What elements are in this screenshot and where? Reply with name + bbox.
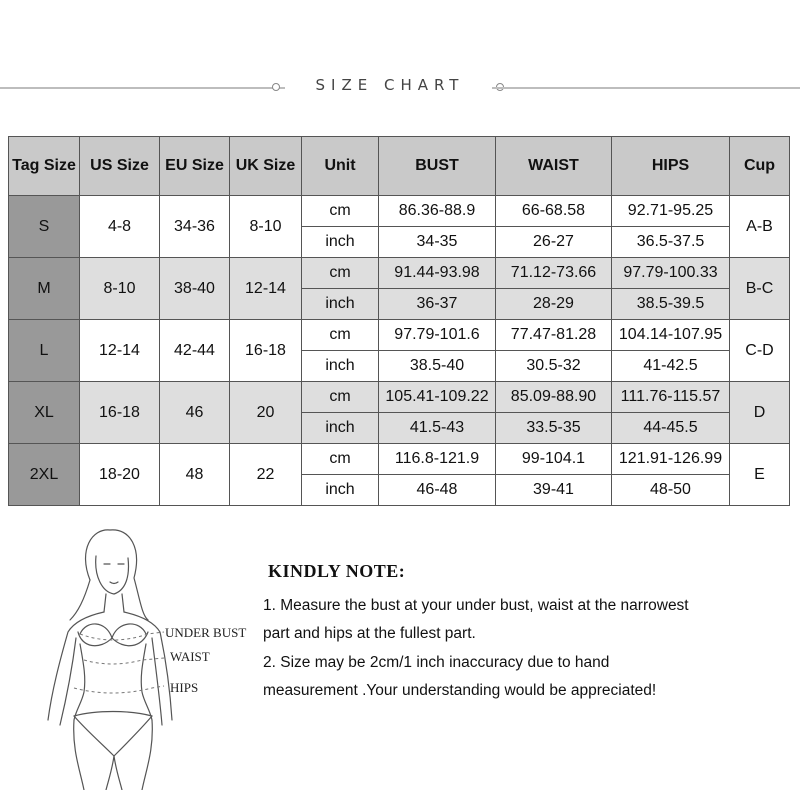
eu-size-cell: 48: [160, 444, 230, 506]
table-row: [9, 196, 790, 227]
unit-cell: inch: [302, 413, 379, 444]
unit-cell: cm: [302, 258, 379, 289]
uk-size-cell: 22: [230, 444, 302, 506]
header-dot-left: [272, 83, 280, 91]
col-uk-size: UK Size: [230, 137, 302, 196]
bust-cell: 91.44-93.98: [379, 258, 496, 289]
col-waist: WAIST: [496, 137, 612, 196]
note-line-3: 2. Size may be 2cm/1 inch inaccuracy due to hand: [263, 654, 610, 671]
uk-size-cell: 8-10: [230, 196, 302, 258]
uk-size-cell: 20: [230, 382, 302, 444]
waist-cell: 33.5-35: [496, 413, 612, 444]
hips-cell: 44-45.5: [612, 413, 730, 444]
unit-cell: inch: [302, 475, 379, 506]
hips-cell: 48-50: [612, 475, 730, 506]
waist-cell: 28-29: [496, 289, 612, 320]
col-cup: Cup: [730, 137, 790, 196]
note-line-2: part and hips at the fullest part.: [263, 625, 476, 642]
waist-cell: 99-104.1: [496, 444, 612, 475]
cup-cell: A-B: [730, 196, 790, 258]
unit-cell: inch: [302, 351, 379, 382]
tag-size-cell: S: [9, 196, 80, 258]
col-tag-size: Tag Size: [9, 137, 80, 196]
bust-cell: 105.41-109.22: [379, 382, 496, 413]
unit-cell: cm: [302, 444, 379, 475]
us-size-cell: 16-18: [80, 382, 160, 444]
unit-cell: cm: [302, 320, 379, 351]
size-chart-header: [0, 70, 800, 106]
col-bust: BUST: [379, 137, 496, 196]
hips-label: HIPS: [170, 680, 199, 695]
note-line-1: 1. Measure the bust at your under bust, waist at the narrowest: [263, 597, 689, 614]
table-row: [9, 444, 790, 475]
bust-cell: 86.36-88.9: [379, 196, 496, 227]
cup-cell: E: [730, 444, 790, 506]
table-row: [9, 382, 790, 413]
bust-cell: 46-48: [379, 475, 496, 506]
cup-cell: B-C: [730, 258, 790, 320]
us-size-cell: 12-14: [80, 320, 160, 382]
eu-size-cell: 34-36: [160, 196, 230, 258]
us-size-cell: 4-8: [80, 196, 160, 258]
waist-cell: 26-27: [496, 227, 612, 258]
hips-cell: 111.76-115.57: [612, 382, 730, 413]
table-header-row: [9, 137, 790, 196]
hips-cell: 121.91-126.99: [612, 444, 730, 475]
eu-size-cell: 38-40: [160, 258, 230, 320]
note-line-4: measurement .Your understanding would be appreciated!: [263, 682, 657, 699]
tag-size-cell: L: [9, 320, 80, 382]
uk-size-cell: 12-14: [230, 258, 302, 320]
tag-size-cell: 2XL: [9, 444, 80, 506]
waist-cell: 30.5-32: [496, 351, 612, 382]
tag-size-cell: M: [9, 258, 80, 320]
hips-cell: 38.5-39.5: [612, 289, 730, 320]
measurement-figure: [30, 520, 260, 790]
col-us-size: US Size: [80, 137, 160, 196]
hips-cell: 92.71-95.25: [612, 196, 730, 227]
bust-cell: 38.5-40: [379, 351, 496, 382]
hips-cell: 104.14-107.95: [612, 320, 730, 351]
header-rule-left: [0, 87, 285, 89]
header-rule-right: [492, 87, 800, 89]
under-bust-label: UNDER BUST: [165, 625, 247, 640]
page-title: SIZE CHART: [315, 76, 465, 94]
hips-cell: 36.5-37.5: [612, 227, 730, 258]
bust-cell: 41.5-43: [379, 413, 496, 444]
table-row: [9, 320, 790, 351]
us-size-cell: 18-20: [80, 444, 160, 506]
waist-label: WAIST: [170, 649, 210, 664]
unit-cell: cm: [302, 382, 379, 413]
waist-cell: 66-68.58: [496, 196, 612, 227]
hips-cell: 97.79-100.33: [612, 258, 730, 289]
waist-cell: 85.09-88.90: [496, 382, 612, 413]
waist-cell: 77.47-81.28: [496, 320, 612, 351]
bust-cell: 97.79-101.6: [379, 320, 496, 351]
bust-cell: 116.8-121.9: [379, 444, 496, 475]
unit-cell: cm: [302, 196, 379, 227]
table-row: [9, 258, 790, 289]
bust-cell: 34-35: [379, 227, 496, 258]
unit-cell: inch: [302, 289, 379, 320]
eu-size-cell: 42-44: [160, 320, 230, 382]
note-title: KINDLY NOTE:: [268, 561, 406, 581]
unit-cell: inch: [302, 227, 379, 258]
col-unit: Unit: [302, 137, 379, 196]
waist-cell: 71.12-73.66: [496, 258, 612, 289]
woman-outline-icon: [30, 520, 260, 790]
cup-cell: D: [730, 382, 790, 444]
uk-size-cell: 16-18: [230, 320, 302, 382]
us-size-cell: 8-10: [80, 258, 160, 320]
waist-cell: 39-41: [496, 475, 612, 506]
bust-cell: 36-37: [379, 289, 496, 320]
hips-cell: 41-42.5: [612, 351, 730, 382]
eu-size-cell: 46: [160, 382, 230, 444]
col-hips: HIPS: [612, 137, 730, 196]
tag-size-cell: XL: [9, 382, 80, 444]
size-table: [8, 136, 790, 506]
cup-cell: C-D: [730, 320, 790, 382]
col-eu-size: EU Size: [160, 137, 230, 196]
